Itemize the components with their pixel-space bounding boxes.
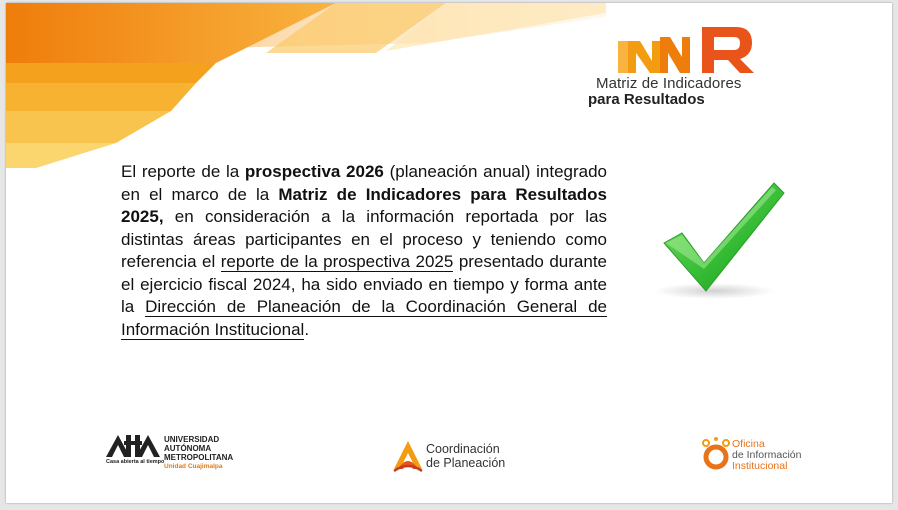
paragraph-bold-prospectiva: prospectiva 2026 [244,162,384,181]
checkmark-icon [652,181,792,301]
paragraph-text: en consideración a la información reportada por las distintas áreas participantes en el proceso y teniendo como referencia el [121,207,607,271]
slide-canvas [6,3,892,503]
oficina-line2: de Información [732,449,802,461]
paragraph-text: (planeación anual) integrado en el marco de la [121,162,608,204]
paragraph-bold-matriz: Matriz de Indicadores para Resultados 2025, [121,184,607,226]
reporte-prospectiva-link[interactable]: reporte de la prospectiva 2025 [220,252,454,271]
uam-line3: METROPOLITANA [164,453,234,462]
paragraph-text: presentado durante el ejercicio fiscal 2024, ha sido enviado en tiempo y forma ante la [121,252,608,316]
mir-title-line2: para Resultados [588,91,705,108]
decorative-corner-graphic [6,3,606,173]
oficina-mark-icon [700,435,732,473]
mir-logo [588,27,788,107]
oficina-line3: Institucional [732,460,788,472]
mir-mark-icon [618,27,758,73]
coordinacion-planeacion-logo [392,439,522,475]
uam-line2: AUTÓNOMA [164,444,212,453]
report-paragraph [121,161,607,341]
oficina-informacion-logo [700,435,810,475]
uam-tagline: Casa abierta al tiempo [106,459,165,465]
coordinacion-mark-icon [392,439,424,473]
paragraph-text: El reporte de la [121,162,245,181]
uam-unit: Unidad Cuajimalpa [164,463,223,470]
uam-emblem-icon [106,433,160,459]
coordinacion-line2: de Planeación [426,456,506,470]
coordinacion-line1: Coordinación [426,442,500,456]
uam-line1: UNIVERSIDAD [164,435,220,444]
mir-title-line1: Matriz de Indicadores [596,75,742,92]
paragraph-text: . [304,319,310,339]
uam-logo [106,433,256,475]
direccion-planeacion-link[interactable]: Dirección de Planeación de la Coordinación General de Información Institucional [121,297,607,339]
oficina-line1: Oficina [732,438,765,450]
